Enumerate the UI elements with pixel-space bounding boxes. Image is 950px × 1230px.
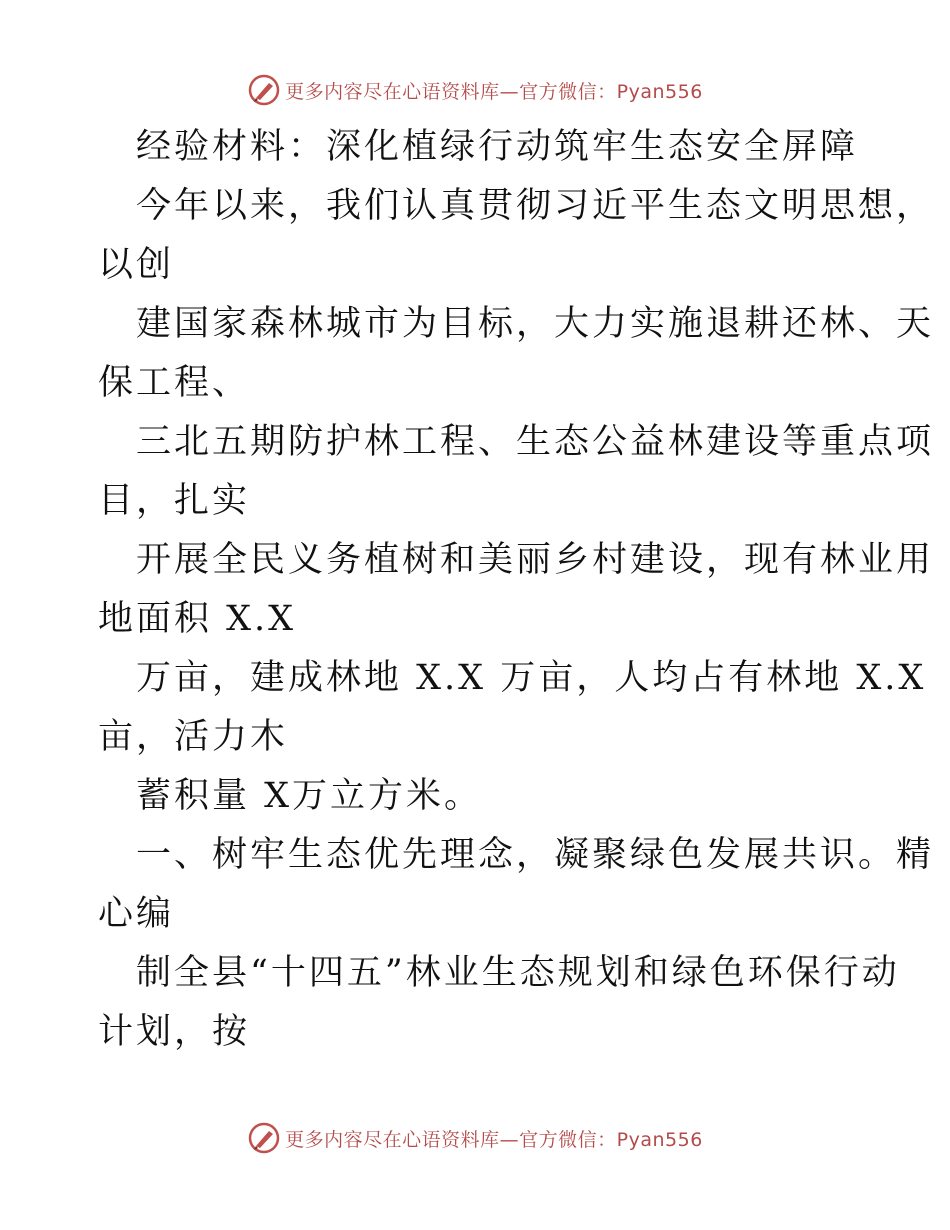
paragraph-line: 蓄积量 X万立方米。 <box>136 776 483 816</box>
paragraph-line: 建国家森林城市为目标，大力实施退耕还林、天 <box>136 304 935 344</box>
header-banner <box>0 70 950 110</box>
footer-banner-text: 更多内容尽在心语资料库—官方微信：Pyan556 <box>285 1128 703 1151</box>
paragraph-line: 地面积 X.X <box>98 599 297 639</box>
section-heading-line: 一、树牢生态优先理念，凝聚绿色发展共识。精 <box>136 835 935 875</box>
footer-banner <box>0 1118 950 1158</box>
paragraph-line: 目，扎实 <box>98 481 251 521</box>
paragraph-line: 亩，活力木 <box>98 717 289 757</box>
paragraph-line: 开展全民义务植树和美丽乡村建设，现有林业用 <box>136 540 935 580</box>
paragraph-line: 心编 <box>98 894 175 934</box>
document-title: 经验材料：深化植绿行动筑牢生态安全屏障 <box>136 127 859 167</box>
pen-logo-icon <box>247 1121 281 1155</box>
paragraph-line: 制全县“十四五”林业生态规划和绿色环保行动 <box>136 953 900 993</box>
paragraph-line: 保工程、 <box>98 363 251 403</box>
paragraph-line: 三北五期防护林工程、生态公益林建设等重点项 <box>136 422 935 462</box>
pen-logo-icon <box>247 73 281 107</box>
paragraph-line: 今年以来，我们认真贯彻习近平生态文明思想， <box>136 186 935 226</box>
header-banner-text: 更多内容尽在心语资料库—官方微信：Pyan556 <box>285 80 703 103</box>
paragraph-line: 万亩，建成林地 X.X 万亩，人均占有林地 X.X <box>136 658 927 698</box>
paragraph-line: 以创 <box>98 245 175 285</box>
document-body <box>98 118 935 1062</box>
paragraph-line: 计划，按 <box>98 1012 251 1052</box>
